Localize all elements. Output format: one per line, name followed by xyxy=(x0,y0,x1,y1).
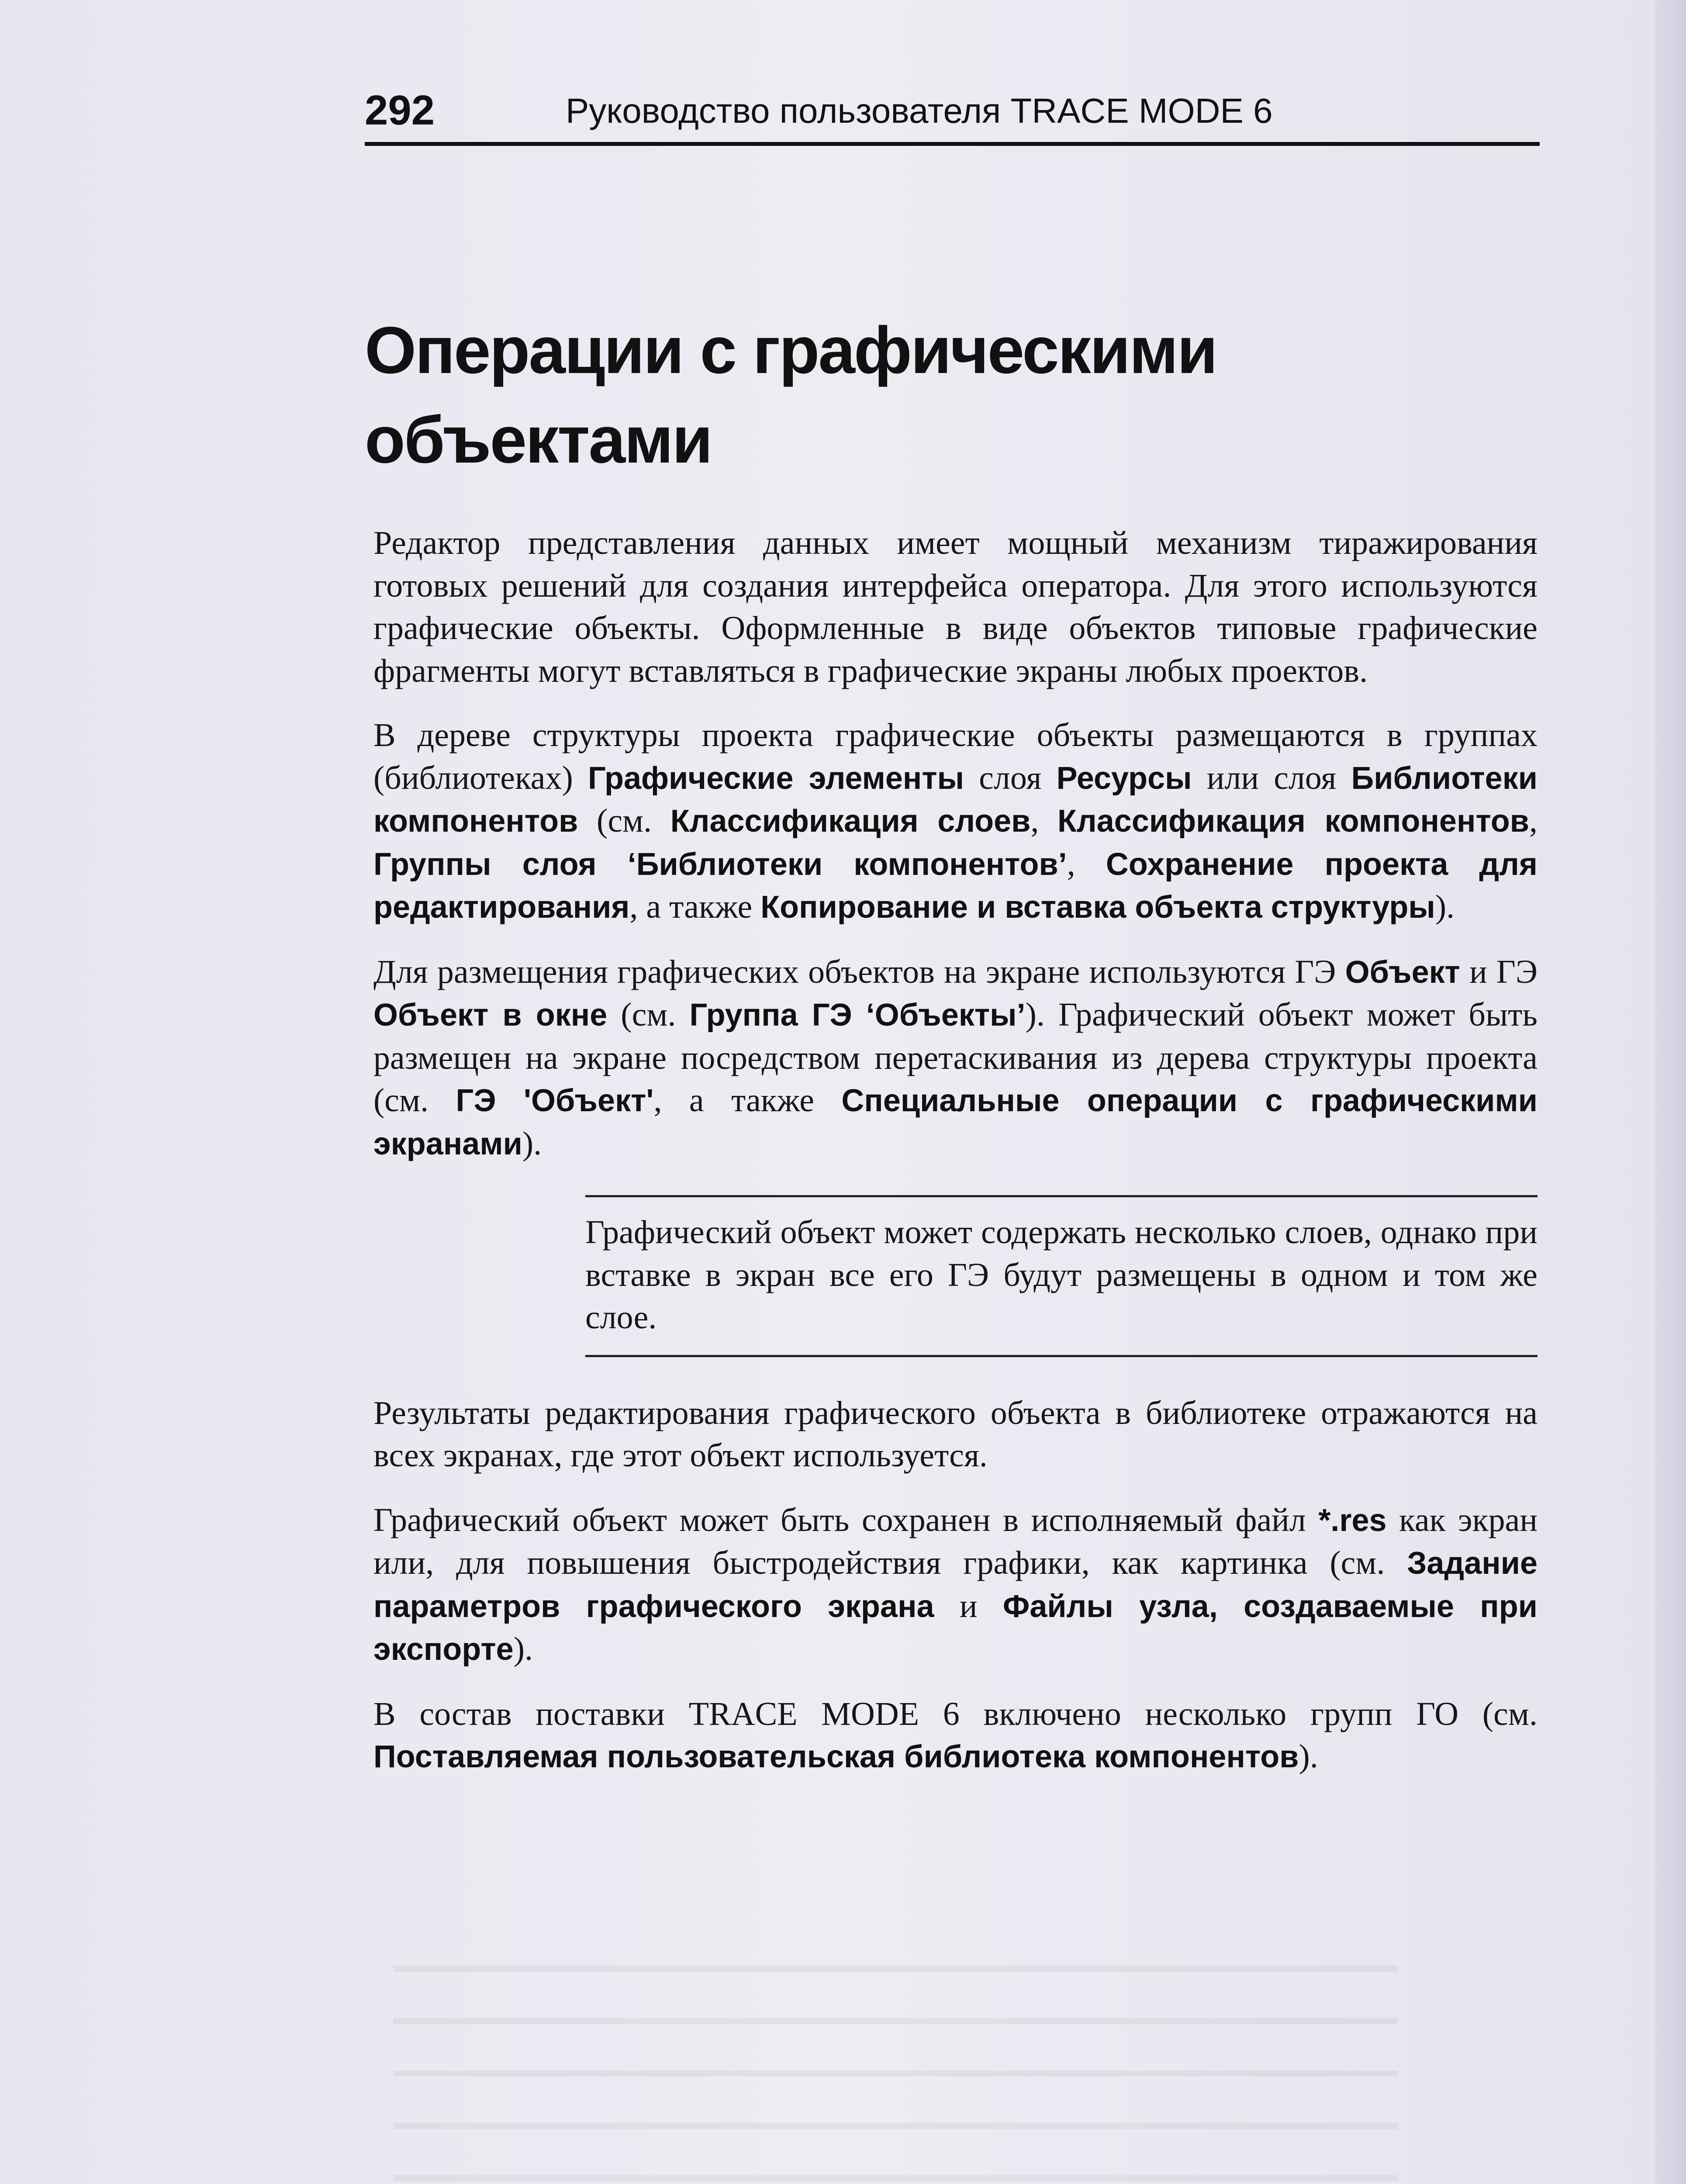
running-title: Руководство пользователя TRACE MODE 6 xyxy=(566,91,1273,130)
ref-objects-group: Группа ГЭ ‘Объекты’ xyxy=(689,998,1026,1033)
note-text: Графический объект может содержать несколько слоев, однако при вставке в экран все его ГЭ будут размещены в одном и том же слое. xyxy=(585,1214,1537,1336)
ref-screen-params: Задание параметров графического экрана xyxy=(373,1546,1537,1624)
note-box xyxy=(585,1195,1537,1357)
ref-save-project: Сохранение проекта для редактирования xyxy=(373,847,1537,925)
term-object: Объект xyxy=(1345,954,1460,990)
ref-node-files: Файлы узла, создаваемые при экспорте xyxy=(373,1589,1537,1667)
paragraph-tree-structure: В дереве структуры проекта графические объекты размещаются в группах (библиотеках) Графические элементы слоя Ресурсы или слоя Библиотеки компонентов (см. Классификация слоев, Классификация компонентов, Группы слоя ‘Библиотеки компонентов’, Сохранение проекта для редактирования, а также Копирование и вставка объекта структуры). xyxy=(373,717,1538,925)
ref-component-classification: Классификация компонентов xyxy=(1057,804,1530,839)
chapter-title: Операции с графическими объектами xyxy=(365,313,1217,477)
ref-user-library: Поставляемая пользовательская библиотека компонентов xyxy=(373,1739,1299,1774)
paragraph-placement: Для размещения графических объектов на экране используются ГЭ Объект и ГЭ Объект в окне (см. Группа ГЭ ‘Объекты’). Графический объект может быть размещен на экране посредством перетаскивания из дерева структуры проекта (см. ГЭ 'Объект', а также Специальные операции с графическими экранами). xyxy=(373,953,1538,1162)
paragraph-save-res: Графический объект может быть сохранен в исполняемый файл *.res как экран или, для повышения быстродействия графики, как картинка (см. Задание параметров графического экрана и Файлы узла, создаваемые при экспорте). xyxy=(373,1501,1537,1667)
paragraph-intro: Редактор представления данных имеет мощный механизм тиражирования готовых решений для создания интерфейса оператора. Для этого используются графические объекты. Оформленные в виде объектов типовые графические фрагменты могут вставляться в графические экраны любых проектов. xyxy=(373,525,1537,689)
bleed-through xyxy=(393,1966,1398,2184)
page-edge-shadow xyxy=(1655,0,1686,2184)
term-component-libraries: Библиотеки компонентов xyxy=(373,760,1537,839)
term-graphic-elements: Графические элементы xyxy=(587,760,964,796)
body-text xyxy=(373,522,1537,1800)
ref-special-operations: Специальные операции с графическими экранами xyxy=(373,1083,1537,1161)
ref-copy-paste: Копирование и вставка объекта структуры xyxy=(760,890,1435,925)
page-header xyxy=(365,83,1540,146)
term-object-in-window: Объект в окне xyxy=(373,998,608,1033)
page-number: 292 xyxy=(365,87,435,134)
paragraph-delivery: В состав поставки TRACE MODE 6 включено несколько групп ГО (см. Поставляемая пользовательская библиотека компонентов). xyxy=(373,1695,1537,1775)
ref-object-element: ГЭ 'Объект' xyxy=(456,1083,654,1118)
ref-layer-classification: Классификация слоев xyxy=(670,804,1031,839)
ref-library-groups: Группы слоя ‘Библиотеки компонентов’ xyxy=(373,847,1067,882)
paragraph-edit-results: Результаты редактирования графического объекта в библиотеке отражаются на всех экранах, где этот объект используется. xyxy=(373,1394,1537,1474)
term-res-file: *.res xyxy=(1318,1503,1387,1538)
term-resources: Ресурсы xyxy=(1056,760,1192,796)
